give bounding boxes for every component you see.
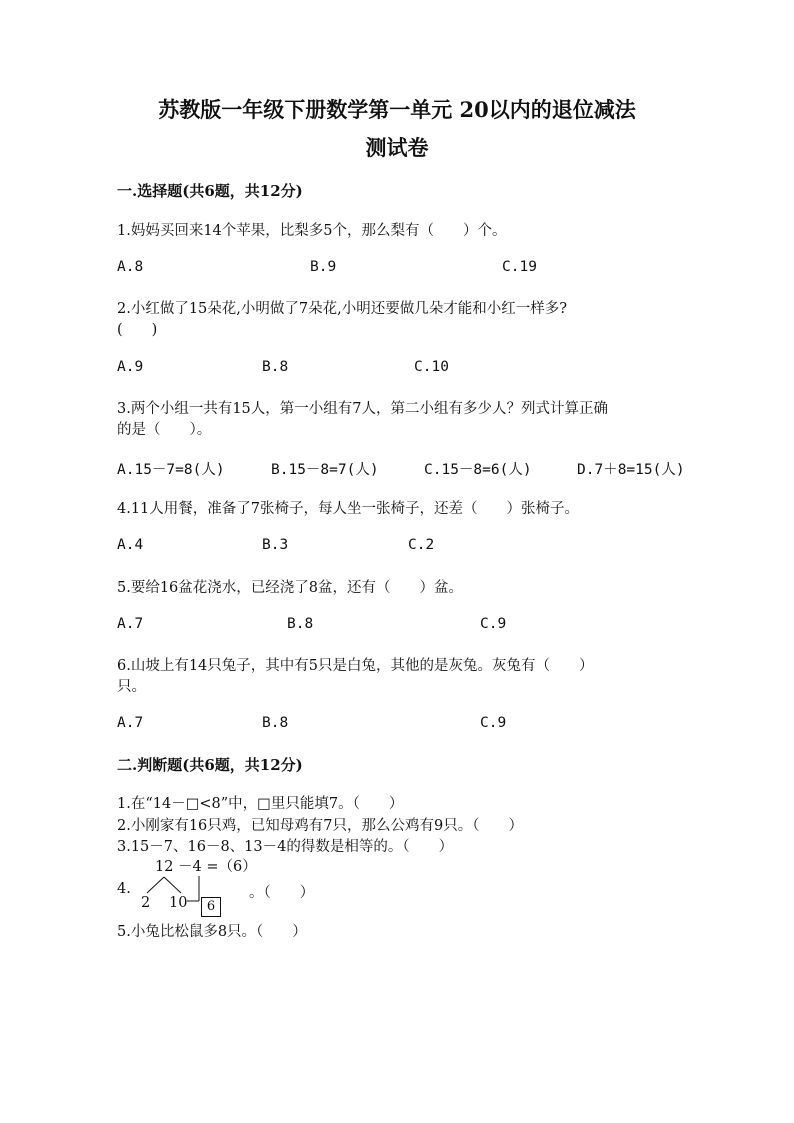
question-6-line-2: 只。 bbox=[117, 679, 146, 695]
question-2-line-1: 2.小红做了15朵花,小明做了7朵花,小明还要做几朵才能和小红一样多? bbox=[117, 301, 568, 317]
item-4-number: 4. bbox=[117, 881, 131, 897]
q4-option-c[interactable]: C.2 bbox=[408, 537, 435, 553]
question-4: 4.11人用餐，准备了7张椅子，每人坐一张椅子，还差（ ）张椅子。 bbox=[117, 501, 580, 517]
q6-option-a[interactable]: A.7 bbox=[117, 715, 144, 731]
question-5: 5.要给16盆花浇水，已经浇了8盆，还有（ ）盆。 bbox=[117, 580, 464, 596]
q4-option-a[interactable]: A.4 bbox=[117, 537, 144, 553]
q3-option-d[interactable]: D.7＋8=15(人) bbox=[577, 462, 685, 478]
q3-option-b[interactable]: B.15－8=7(人) bbox=[271, 462, 379, 478]
q6-option-b[interactable]: B.8 bbox=[262, 715, 289, 731]
section-heading-choice: 一.选择题(共6题，共12分) bbox=[117, 182, 303, 200]
item-4-answer-box: 6 bbox=[201, 897, 221, 917]
judgement-item-4 bbox=[117, 855, 357, 917]
question-1: 1.妈妈买回来14个苹果，比梨多5个，那么梨有（ ）个。 bbox=[117, 223, 507, 239]
q6-option-c[interactable]: C.9 bbox=[480, 715, 507, 731]
question-2-line-2: ( ) bbox=[117, 322, 158, 338]
q2-option-a[interactable]: A.9 bbox=[117, 359, 144, 375]
q5-option-b[interactable]: B.8 bbox=[287, 616, 314, 632]
title-line-1: 苏教版一年级下册数学第一单元 20以内的退位减法 bbox=[158, 97, 636, 122]
item-4-equation: 12 －4 =（6） bbox=[155, 859, 257, 875]
q2-option-b[interactable]: B.8 bbox=[262, 359, 289, 375]
item-4-left-part: 2 bbox=[141, 895, 151, 911]
title-line-2: 测试卷 bbox=[365, 135, 429, 160]
judgement-item-1: 1.在“14－□<8”中，□里只能填7。（ ） bbox=[117, 796, 404, 812]
judgement-item-3: 3.15－7、16－8、13－4的得数是相等的。（ ） bbox=[117, 839, 454, 855]
q2-option-c[interactable]: C.10 bbox=[414, 359, 449, 375]
q3-option-a[interactable]: A.15－7=8(人) bbox=[117, 462, 225, 478]
q5-option-a[interactable]: A.7 bbox=[117, 616, 144, 632]
q1-option-a[interactable]: A.8 bbox=[117, 259, 144, 275]
judgement-item-2: 2.小刚家有16只鸡，已知母鸡有7只，那么公鸡有9只。（ ） bbox=[117, 818, 523, 834]
q5-option-c[interactable]: C.9 bbox=[480, 616, 507, 632]
question-6-line-1: 6.山坡上有14只兔子，其中有5只是白兔，其他的是灰兔。灰兔有（ ） bbox=[117, 658, 594, 674]
item-4-right-part: 10 bbox=[169, 895, 188, 911]
judgement-item-5: 5.小兔比松鼠多8只。（ ） bbox=[117, 924, 307, 940]
q4-option-b[interactable]: B.3 bbox=[262, 537, 289, 553]
question-3-line-2: 的是（ ）。 bbox=[117, 422, 212, 438]
q1-option-b[interactable]: B.9 bbox=[310, 259, 337, 275]
item-4-suffix: 。（ ） bbox=[249, 885, 315, 901]
q1-option-c[interactable]: C.19 bbox=[502, 259, 537, 275]
q3-option-c[interactable]: C.15－8=6(人) bbox=[424, 462, 532, 478]
section-heading-judgement: 二.判断题(共6题，共12分) bbox=[117, 756, 303, 774]
question-3-line-1: 3.两个小组一共有15人，第一小组有7人，第二小组有多少人？列式计算正确 bbox=[117, 401, 609, 417]
